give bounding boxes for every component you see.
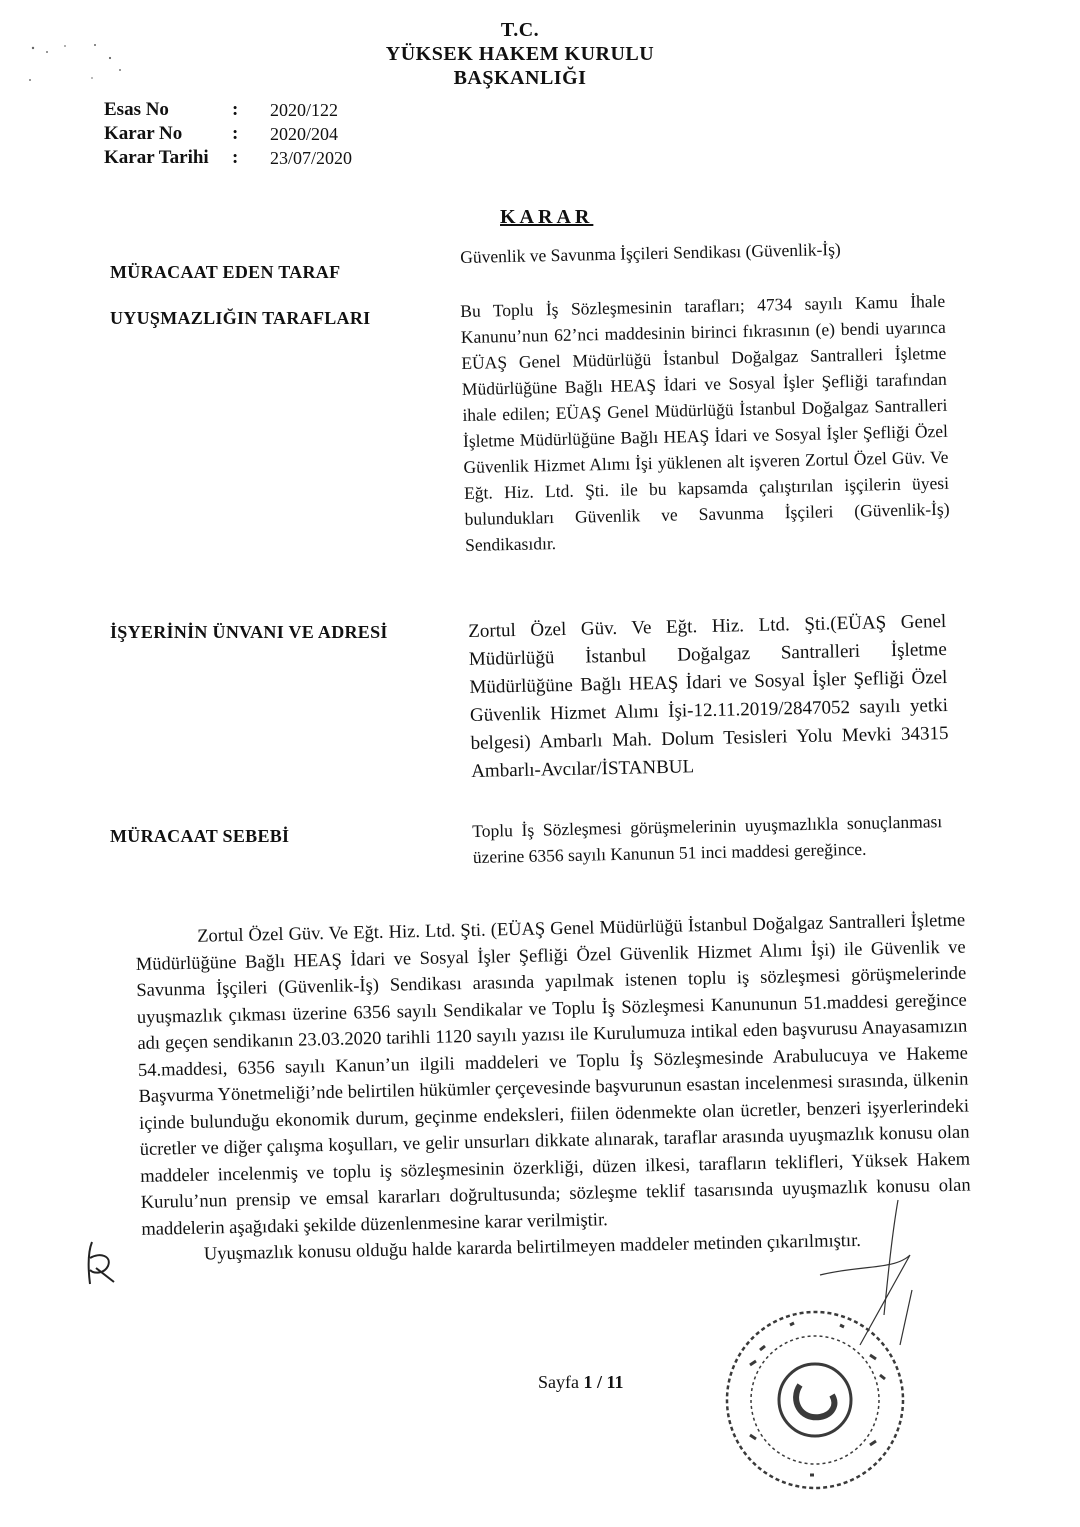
workplace-text: Zortul Özel Güv. Ve Eğt. Hiz. Ltd. Şti.(EÜAŞ Genel Müdürlüğü İstanbul Doğalgaz Santralleri İşletme Müdürlüğüne Bağlı HEAŞ İdari ve Sosyal İşler Şefliği Özel Güvenlik Hizmet Alımı İşi-12.11.2019/2847052 sayılı yetki belgesi) Ambarlı Mah. Dolum Tesisleri Yolu Mevki 34315 Ambarlı-Avcılar/İSTANBUL xyxy=(468,610,949,782)
body-paragraph-1: Zortul Özel Güv. Ve Eğt. Hiz. Ltd. Şti. (EÜAŞ Genel Müdürlüğü İstanbul Doğalgaz Santralleri İşletme Müdürlüğüne Bağlı HEAŞ İdari ve Sosyal İşler Şefliği Özel Güvenlik Hizmet Alımı İşi) ile Güvenlik ve Savunma İşçileri (Güvenlik-İş) Sendikası arasında yapılmak istenen toplu iş sözleşmesi görüşmelerinde uyuşmazlık çıkması üzerine 6356 sayılı Sendikalar ve Toplu İş Sözleşmesi Kanununun 51.maddesi gereğince adı geçen sendikanın 23.03.2020 tarihli 1120 sayılı yazısı ile Kurulumuza intikal eden başvurusu Anayasamızın 54.maddesi, 6356 sayılı Kanun’un ilgili maddeleri ve Toplu İş Sözleşmesinde Arabulucuya ve Hakeme Başvurma Yönetmeliği’nde belirtilen hükümler çerçevesinde başvurunun esastan incelenmesi sırasında, ülkenin içinde bulunduğu ekonomik durum, geçinme endeksleri, fiilen ödenmekte olan ücretler, benzeri işyerlerindeki ücretler ve diğer çalışma koşulları, ve gelir unsurları dikkate alınarak, taraflar arasında uyuşmazlık konusu olan maddeler incelenmiş ve toplu iş sözleşmesinin özerkliği, düzen ilkesi, tarafların teklifleri, Yüksek Hakem Kurulu’nun prensip ve emsal kararları doğrultusunda; sözleşme teklif tasarısında uyuşmazlık konusu olan maddelerin aşağıdaki şekilde düzenlenmesine karar verilmiştir. xyxy=(135,910,971,1240)
case-metadata xyxy=(104,98,352,170)
parties-text: Bu Toplu İş Sözleşmesinin tarafları; 4734 sayılı Kamu İhale Kanunu’nun 62’nci maddesinin birinci fıkrasının (e) bendi uyarınca EÜAŞ Genel Müdürlüğü İstanbul Doğalgaz Santralleri İşletme Müdürlüğüne Bağlı HEAŞ İdari ve Sosyal İşler Şefliği tarafından ihale edilen; EÜAŞ Genel Müdürlüğü İstanbul Doğalgaz Santralleri İşletme Müdürlüğüne Bağlı HEAŞ İdari ve Sosyal İşler Şefliği Özel Güvenlik Hizmet Alımı İşi yüklenen alt işveren Zortul Özel Güv. Ve Eğt. Hiz. Ltd. Şti. ile bu kapsamda çalıştırılan işçilerin üyesi bulundukları Güvenlik ve Savunma İşçileri (Güvenlik-İş) Sendikasıdır. xyxy=(460,290,950,555)
body-paragraph-2: Uyuşmazlık konusu olduğu halde kararda belirtilmeyen maddeler metinden çıkarılmıştır. xyxy=(203,1230,862,1265)
meta-row xyxy=(104,146,352,170)
page-number xyxy=(538,1372,624,1393)
meta-key: Karar Tarihi xyxy=(104,147,209,168)
workplace-label: İŞYERİNİN ÜNVANI VE ADRESİ xyxy=(110,622,388,642)
applicant-text: Güvenlik ve Savunma İşçileri Sendikası (Güvenlik-İş) xyxy=(460,239,841,267)
page-prefix: Sayfa xyxy=(538,1372,579,1392)
workplace-value xyxy=(468,608,949,786)
reason-label: MÜRACAAT SEBEBİ xyxy=(110,826,290,846)
meta-colon: : xyxy=(232,99,239,120)
reason-text: Toplu İş Sözleşmesi görüşmelerinin uyuşmazlıkla sonuçlanması üzerine 6356 sayılı Kanunun 51 inci maddesi gereğince. xyxy=(472,811,943,867)
header-line-3: BAŞKANLIĞI xyxy=(453,67,587,89)
meta-row xyxy=(104,98,352,122)
institution-header xyxy=(360,18,680,90)
handwritten-initial-icon xyxy=(78,1238,124,1288)
page-current: 1 xyxy=(583,1372,593,1392)
page-separator: / xyxy=(592,1372,607,1392)
meta-value: 2020/122 xyxy=(270,99,339,120)
decision-title: KARAR xyxy=(500,206,594,228)
header-line-2: YÜKSEK HAKEM KURULU xyxy=(385,43,655,65)
meta-value: 2020/204 xyxy=(270,123,339,144)
meta-colon: : xyxy=(232,123,239,144)
parties-label: UYUŞMAZLIĞIN TARAFLARI xyxy=(110,308,371,328)
parties-value xyxy=(460,288,950,558)
page-total: 11 xyxy=(606,1372,624,1392)
meta-colon: : xyxy=(232,147,239,168)
meta-key: Karar No xyxy=(104,123,183,144)
applicant-value xyxy=(460,234,945,270)
meta-value: 23/07/2020 xyxy=(270,147,353,168)
meta-key: Esas No xyxy=(104,99,169,120)
scan-specks xyxy=(25,40,135,90)
reason-value xyxy=(472,808,943,870)
applicant-label: MÜRACAAT EDEN TARAF xyxy=(110,262,341,282)
header-line-1: T.C. xyxy=(500,19,540,41)
meta-row xyxy=(104,122,352,146)
official-seal-icon xyxy=(720,1305,910,1495)
